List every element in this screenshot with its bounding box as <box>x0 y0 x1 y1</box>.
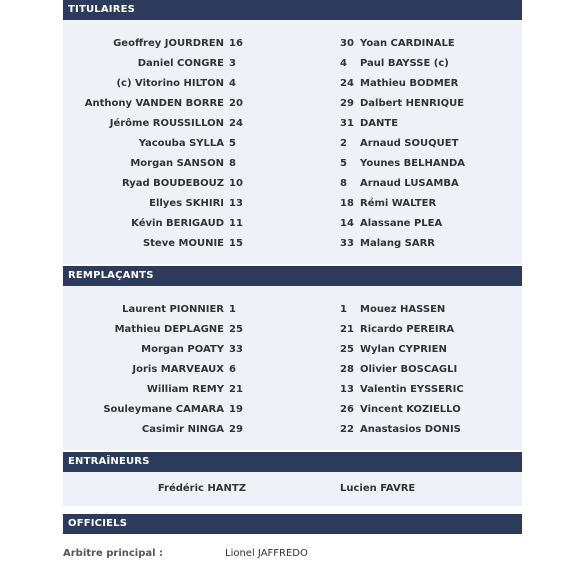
away-player-number: 2 <box>340 138 347 149</box>
away-player-number: 21 <box>340 324 354 335</box>
player-row <box>63 134 522 154</box>
away-player-name: Dalbert HENRIQUE <box>360 98 465 109</box>
away-player <box>246 74 458 94</box>
away-player-name: Ricardo PEREIRA <box>360 324 455 335</box>
home-player <box>63 74 246 94</box>
home-player-name: (c) Vitorino HILTON <box>116 78 224 89</box>
referee-label: Arbitre principal : <box>63 548 164 559</box>
home-player-name: Laurent PIONNIER <box>122 304 224 315</box>
player-row <box>63 34 522 54</box>
section-header-entraineurs: ENTRAÎNEURS <box>63 452 522 472</box>
home-player-number: 15 <box>229 238 243 249</box>
section-header-remplacants: REMPLAÇANTS <box>63 266 522 286</box>
player-row <box>63 214 522 234</box>
player-row <box>63 54 522 74</box>
home-player-name: Souleymane CAMARA <box>103 404 224 415</box>
home-player-number: 6 <box>229 364 236 375</box>
away-player-name: Arnaud LUSAMBA <box>360 178 459 189</box>
home-player <box>63 400 246 420</box>
home-player-name: Ellyes SKHIRI <box>149 198 224 209</box>
home-player-number: 13 <box>229 198 243 209</box>
away-player-number: 33 <box>340 238 354 249</box>
away-player-number: 8 <box>340 178 347 189</box>
away-player-name: Wylan CYPRIEN <box>360 344 447 355</box>
home-player <box>63 340 246 360</box>
home-player-name: Kévin BERIGAUD <box>131 218 224 229</box>
player-row <box>63 234 522 254</box>
home-player-number: 8 <box>229 158 236 169</box>
player-row <box>63 360 522 380</box>
home-player-name: Anthony VANDEN BORRE <box>84 98 224 109</box>
home-player-name: William REMY <box>146 384 224 395</box>
home-player <box>63 154 246 174</box>
player-row <box>63 194 522 214</box>
away-player-number: 5 <box>340 158 347 169</box>
home-player <box>63 420 246 440</box>
match-lineups <box>63 0 522 564</box>
away-player-name: Mathieu BODMER <box>360 78 459 89</box>
home-coach: Frédéric HANTZ <box>157 483 246 494</box>
player-row <box>63 380 522 400</box>
home-player <box>63 320 246 340</box>
away-player <box>246 320 454 340</box>
away-player-number: 14 <box>340 218 354 229</box>
home-player-number: 10 <box>229 178 243 189</box>
away-coach: Lucien FAVRE <box>340 483 416 494</box>
home-player <box>63 34 246 54</box>
home-player-number: 1 <box>229 304 236 315</box>
home-player-number: 20 <box>229 98 243 109</box>
away-player <box>246 94 464 114</box>
away-player <box>246 54 449 74</box>
away-player <box>246 360 457 380</box>
away-player-number: 28 <box>340 364 354 375</box>
player-row <box>63 114 522 134</box>
home-player-name: Geoffrey JOURDREN <box>113 38 224 49</box>
home-player-number: 16 <box>229 38 243 49</box>
home-player-name: Morgan POATY <box>141 344 224 355</box>
away-player <box>246 34 455 54</box>
home-player-number: 33 <box>229 344 243 355</box>
home-player-name: Ryad BOUDEBOUZ <box>121 178 224 189</box>
away-player <box>246 400 461 420</box>
home-player-number: 5 <box>229 138 236 149</box>
home-player-number: 3 <box>229 58 236 69</box>
away-player-number: 13 <box>340 384 354 395</box>
substitutes-list <box>63 286 522 450</box>
away-player-number: 26 <box>340 404 354 415</box>
home-player-number: 11 <box>229 218 243 229</box>
away-player-number: 25 <box>340 344 354 355</box>
home-player-number: 24 <box>229 118 243 129</box>
home-player <box>63 94 246 114</box>
home-player <box>63 214 246 234</box>
away-player-number: 22 <box>340 424 354 435</box>
away-player <box>246 340 447 360</box>
away-player-name: Arnaud SOUQUET <box>360 138 459 149</box>
away-player <box>246 154 465 174</box>
away-player-name: Rémi WALTER <box>360 198 437 209</box>
player-row <box>63 400 522 420</box>
away-player <box>246 380 464 400</box>
home-player-number: 21 <box>229 384 243 395</box>
home-player <box>63 54 246 74</box>
starters-list <box>63 20 522 264</box>
section-header-officiels: OFFICIELS <box>63 514 522 534</box>
home-player-name: Casimir NINGA <box>141 424 224 435</box>
home-player-name: Steve MOUNIE <box>142 238 224 249</box>
coaches-row <box>63 472 522 506</box>
player-row <box>63 340 522 360</box>
away-player <box>246 420 461 440</box>
home-player-number: 25 <box>229 324 243 335</box>
player-row <box>63 300 522 320</box>
home-player-name: Jérôme ROUSSILLON <box>109 118 224 129</box>
away-player <box>246 300 445 320</box>
away-player-name: Valentin EYSSERIC <box>360 384 464 395</box>
away-player <box>246 174 459 194</box>
away-player-number: 1 <box>340 304 347 315</box>
away-player <box>246 114 398 134</box>
away-player-name: Alassane PLEA <box>360 218 443 229</box>
home-player <box>63 380 246 400</box>
home-player-number: 19 <box>229 404 243 415</box>
player-row <box>63 154 522 174</box>
home-player <box>63 134 246 154</box>
player-row <box>63 174 522 194</box>
home-player-name: Joris MARVEAUX <box>132 364 224 375</box>
home-player-name: Mathieu DEPLAGNE <box>114 324 224 335</box>
away-player-name: Anastasios DONIS <box>360 424 461 435</box>
away-player-name: Vincent KOZIELLO <box>360 404 461 415</box>
home-player <box>63 174 246 194</box>
away-player-name: Yoan CARDINALE <box>360 38 455 49</box>
away-player <box>246 234 435 254</box>
away-player-name: Olivier BOSCAGLI <box>360 364 458 375</box>
officials-row <box>63 534 522 564</box>
away-player-number: 18 <box>340 198 354 209</box>
away-player <box>246 194 436 214</box>
home-player <box>63 300 246 320</box>
away-player-number: 30 <box>340 38 354 49</box>
away-player-name: DANTE <box>360 118 399 129</box>
away-player-number: 4 <box>340 58 347 69</box>
home-player <box>63 360 246 380</box>
away-player-name: Mouez HASSEN <box>360 304 446 315</box>
player-row <box>63 74 522 94</box>
home-player-number: 4 <box>229 78 236 89</box>
home-player-name: Morgan SANSON <box>130 158 224 169</box>
section-header-titulaires: TITULAIRES <box>63 0 522 20</box>
away-player-number: 31 <box>340 118 354 129</box>
player-row <box>63 94 522 114</box>
away-player-number: 24 <box>340 78 354 89</box>
home-player-name: Daniel CONGRE <box>137 58 224 69</box>
home-player-name: Yacouba SYLLA <box>138 138 224 149</box>
away-player-number: 29 <box>340 98 354 109</box>
away-player-name: Malang SARR <box>360 238 435 249</box>
home-player <box>63 114 246 134</box>
away-player <box>246 134 458 154</box>
player-row <box>63 420 522 440</box>
away-player-name: Paul BAYSSE (c) <box>360 58 449 69</box>
home-player <box>63 234 246 254</box>
referee-name: Lionel JAFFREDO <box>225 548 308 559</box>
home-player <box>63 194 246 214</box>
home-player-number: 29 <box>229 424 243 435</box>
away-player-name: Younes BELHANDA <box>360 158 465 169</box>
away-player <box>246 214 442 234</box>
player-row <box>63 320 522 340</box>
